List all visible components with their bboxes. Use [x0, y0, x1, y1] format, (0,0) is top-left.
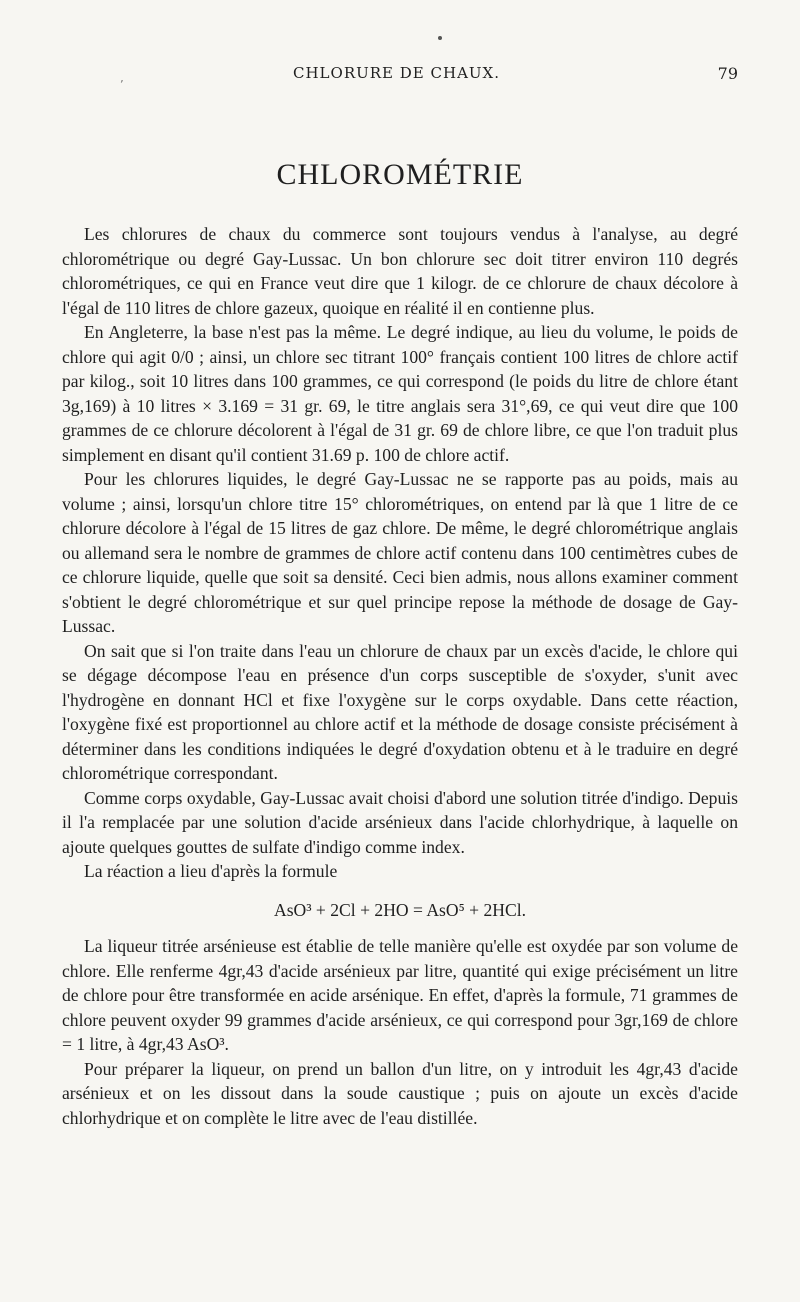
- print-speck: [438, 36, 442, 40]
- chemical-formula: AsO³ + 2Cl + 2HO = AsO⁵ + 2HCl.: [274, 899, 526, 920]
- print-mark: ’: [120, 78, 124, 91]
- running-head: [55, 64, 738, 86]
- paragraph: On sait que si l'on traite dans l'eau un chlorure de chaux par un excès d'acide, le chlore qui se dégage décompose l'eau en présence d'un corps susceptible de s'oxyder, s'unit avec l'hydrogène en donnant HCl et fixe l'oxygène sur le corps oxydable. Dans cette réaction, l'oxygène fixé est proportionnel au chlore actif et la méthode de dosage consiste précisément à déterminer dans les conditions indiquées le degré d'oxydation obtenu et à le traduire en degré chlorométrique correspondant.: [62, 640, 738, 783]
- paragraph: Les chlorures de chaux du commerce sont toujours vendus à l'analyse, au degré chlorométrique ou degré Gay-Lussac. Un bon chlorure sec doit titrer environ 110 degrés chlorométriques, ce qui en France veut dire que 1 kilogr. de ce chlorure de chaux décolore à l'égal de 110 litres de chlore gazeux, quoique en réalité il en contienne plus.: [62, 224, 738, 318]
- paragraph: En Angleterre, la base n'est pas la même. Le degré indique, au lieu du volume, le poids de chlore qui agit 0/0 ; ainsi, un chlore sec titrant 100° français contient 100 litres de chlore actif par kilog., soit 10 litres dans 100 grammes, ce qui correspond (le poids du litre de chlore étant 3g,169) à 10 litres × 3.169 = 31 gr. 69, le titre anglais sera 31°,69, ce qui veut dire que 100 grammes de ce chlorure décolorent à l'égal de 31 gr. 69 de chlore libre, ce que l'on traduit plus simplement en disant qu'il contient 31.69 p. 100 de chlore actif.: [62, 322, 738, 465]
- running-title: CHLORURE DE CHAUX.: [293, 64, 500, 82]
- paragraph: La réaction a lieu d'après la formule: [84, 861, 338, 881]
- body-text: [62, 222, 738, 1130]
- paragraph: Pour les chlorures liquides, le degré Gay-Lussac ne se rapporte pas au poids, mais au volume ; ainsi, lorsqu'un chlore titre 15° chlorométriques, on entend par là que 1 litre de ce chlorure décolore à l'égal de 15 litres de gaz chlore. De même, le degré chlorométrique anglais ou allemand sera le nombre de grammes de chlore actif contenu dans 100 centimètres cubes de ce chlorure liquide, quelle que soit sa densité. Ceci bien admis, nous allons examiner comment s'obtient le degré chlorométrique et sur quel principe repose la méthode de dosage de Gay-Lussac.: [62, 469, 738, 636]
- paragraph: Comme corps oxydable, Gay-Lussac avait choisi d'abord une solution titrée d'indigo. Depuis il l'a remplacée par une solution d'acide arsénieux dans l'acide chlorhydrique, à laquelle on ajoute quelques gouttes de sulfate d'indigo comme index.: [62, 787, 738, 857]
- paragraph: La liqueur titrée arsénieuse est établie de telle manière qu'elle est oxydée par son volume de chlore. Elle renferme 4gr,43 d'acide arsénieux par litre, quantité qui exige précisément un litre de chlore pour être transformée en acide arsénique. En effet, d'après la formule, 71 grammes de chlore peuvent oxyder 99 grammes d'acide arsénieux, ce qui correspond pour 3gr,169 de chlore = 1 litre, à 4gr,43 AsO³.: [62, 936, 738, 1054]
- paragraph: Pour préparer la liqueur, on prend un ballon d'un litre, on y introduit les 4gr,43 d'acide arsénieux et on les dissout dans la soude caustique ; puis on ajoute un excès d'acide chlorhydrique et on complète le litre avec de l'eau distillée.: [62, 1058, 738, 1128]
- section-title: CHLOROMÉTRIE: [276, 158, 524, 191]
- page-number: 79: [717, 64, 738, 83]
